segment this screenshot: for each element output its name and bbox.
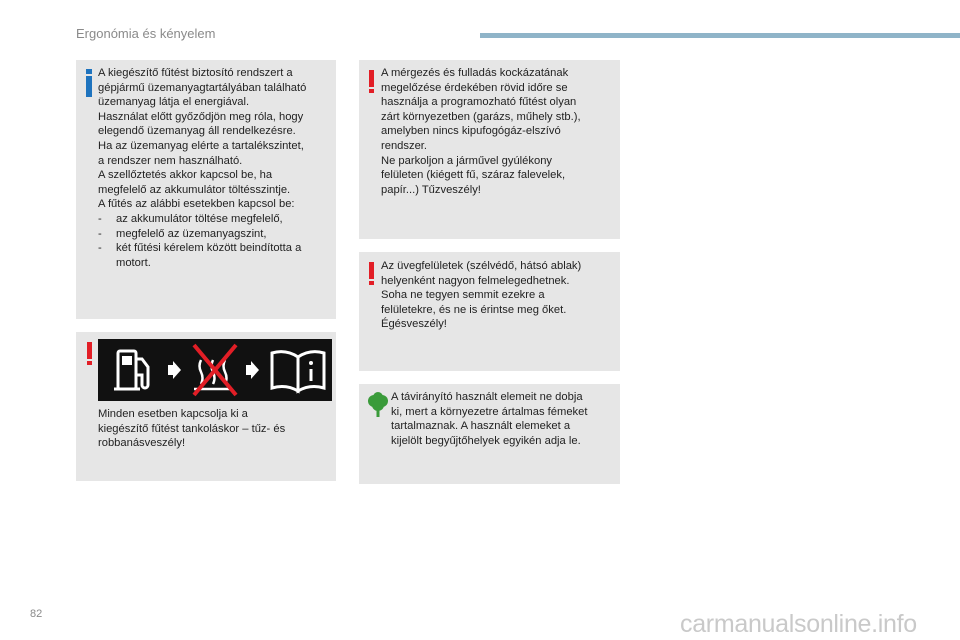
glass-warning-box	[359, 252, 620, 371]
warning-icon	[369, 70, 374, 93]
environment-note-text	[391, 390, 587, 448]
poisoning-line: megelőzése érdekében rövid időre se	[381, 81, 568, 94]
arrow-right-icon	[246, 361, 259, 379]
arrow-right-icon	[168, 361, 181, 379]
poisoning-warning-box	[359, 60, 620, 239]
poisoning-line: papír...) Tűzveszély!	[381, 183, 481, 196]
poisoning-line: amelyben nincs kipufogógáz-elszívó	[381, 125, 561, 138]
section-title: Ergonómia és kényelem	[76, 26, 216, 41]
page-number: 82	[30, 608, 43, 620]
warning-icon	[369, 262, 374, 285]
manual-book-icon	[272, 352, 324, 391]
fuel-warning-line: robbanásveszély!	[98, 437, 186, 450]
poisoning-line: használja a programozható fűtést olyan	[381, 96, 577, 109]
glass-line: felületekre, és ne is érintse meg őket.	[381, 303, 567, 316]
environment-line: ki, mert a környezetre ártalmas fémeket	[391, 405, 588, 418]
info-line: gépjármű üzemanyagtartályában található	[98, 81, 307, 94]
poisoning-line: felületen (kiégett fű, száraz falevelek,	[381, 169, 566, 182]
fuel-warning-text	[98, 407, 285, 451]
tree-icon	[367, 392, 389, 418]
watermark: carmanualsonline.info	[680, 610, 917, 638]
info-line: A szellőztetés akkor kapcsol be, ha	[98, 169, 273, 182]
info-bullet: - megfelelő az üzemanyagszint,	[98, 227, 267, 240]
fuel-warning-line: Minden esetben kapcsolja ki a	[98, 408, 248, 420]
glass-line: Soha ne tegyen semmit ezekre a	[381, 289, 545, 302]
fuel-pump-icon	[114, 351, 148, 389]
glass-line: Az üvegfelületek (szélvédő, hátsó ablak)	[381, 260, 582, 272]
heater-crossed-icon	[194, 345, 236, 395]
poisoning-line: rendszer.	[381, 139, 428, 152]
info-line: Használat előtt győződjön meg róla, hogy	[98, 110, 304, 123]
info-line: A fűtés az alábbi esetekben kapcsol be:	[98, 198, 295, 211]
poisoning-line: zárt környezetben (garázs, műhely stb.),	[381, 110, 581, 123]
info-bullet: - az akkumulátor töltése megfelelő,	[98, 212, 283, 225]
refuel-symbol-strip	[98, 339, 332, 401]
warning-icon	[87, 342, 92, 365]
info-box-text	[98, 66, 306, 270]
environment-note-box	[359, 384, 620, 484]
poisoning-warning-text	[381, 66, 581, 197]
info-icon	[86, 69, 92, 97]
info-line: a rendszer nem használható.	[98, 154, 243, 167]
fuel-warning-line: kiegészítő fűtést tankoláskor – tűz- és	[98, 422, 286, 435]
info-box	[76, 60, 336, 319]
refuel-symbols	[98, 339, 332, 401]
info-line: Ha az üzemanyag elérte a tartalékszintet,	[98, 139, 304, 152]
info-line: A kiegészítő fűtést biztosító rendszert a	[98, 67, 293, 79]
environment-line: A távirányító használt elemeit ne dobja	[391, 391, 583, 403]
poisoning-line: Ne parkoljon a járművel gyúlékony	[381, 154, 553, 167]
glass-warning-text	[381, 259, 581, 332]
info-bullet: - két fűtési kérelem között beindította a	[98, 242, 302, 255]
info-line: elegendő üzemanyag áll rendelkezésre.	[98, 125, 296, 138]
environment-line: kijelölt begyűjtőhelyek egyikén adja le.	[391, 434, 581, 447]
glass-line: helyenként nagyon felmelegedhetnek.	[381, 274, 570, 287]
glass-line: Égésveszély!	[381, 318, 447, 331]
info-bullet-continuation: motort.	[116, 256, 151, 269]
header-accent-bar	[480, 33, 960, 38]
environment-line: tartalmaznak. A használt elemeket a	[391, 420, 571, 433]
poisoning-line: A mérgezés és fulladás kockázatának	[381, 67, 569, 79]
info-line: üzemanyag látja el energiával.	[98, 96, 250, 109]
info-line: megfelelő az akkumulátor töltésszintje.	[98, 183, 291, 196]
